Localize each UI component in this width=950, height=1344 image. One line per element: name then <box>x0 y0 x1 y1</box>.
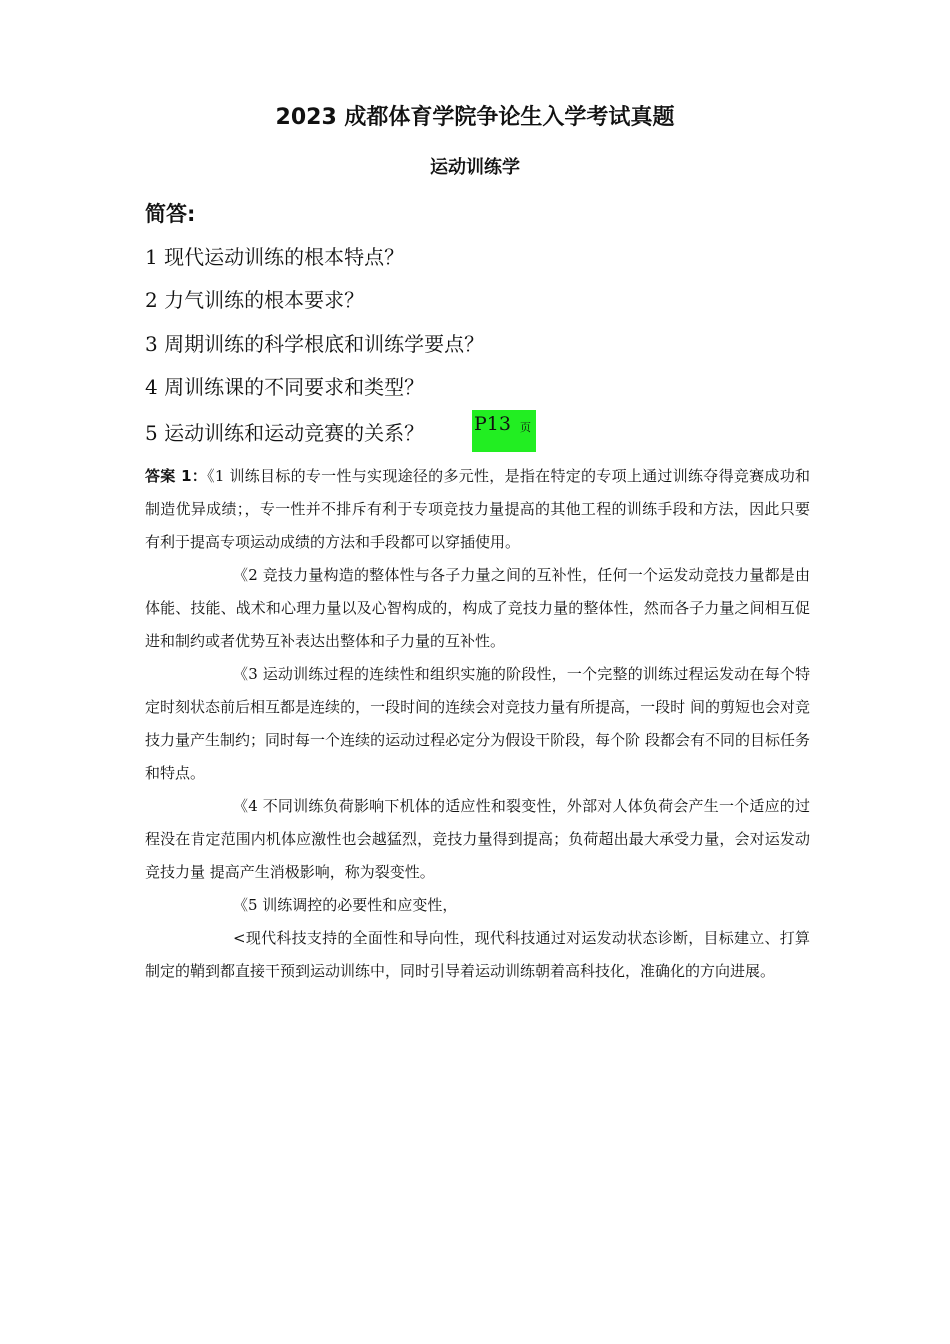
page-subtitle: 运动训练学 <box>430 157 520 178</box>
answer-paragraph-6: <现代科技支持的全面性和导向性，现代科技通过对运发动状态诊断，目标建立、打算制定的鞘到都直接干预到运动训练中，同时引导着运动训练朝着高科技化，准确化的方向进展。 <box>145 929 810 980</box>
question-3: 3 周期训练的科学根底和训练学要点？ <box>145 332 485 356</box>
page-reference-unit: 页 <box>520 421 531 434</box>
answer-paragraph-4: 《4 不同训练负荷影响下机体的适应性和裂变性，外部对人体负荷会产生一个适应的过程没在肯定范围内机体应激性也会越猛烈，竞技力量得到提高；负荷超出最大承受力量，会对运发动竞技力量 提高产生消极影响，称为裂变性。 <box>145 797 810 881</box>
answer-paragraph-2: 《2 竞技力量构造的整体性与各子力量之间的互补性，任何一个运发动竞技力量都是由体能、技能、战术和心理力量以及心智构成的，构成了竞技力量的整体性，然而各子力量之间相互促进和制约或者优势互补表达出整体和子力量的互补性。 <box>145 566 810 650</box>
answer-section <box>145 460 810 988</box>
question-5: 5 运动训练和运动竞赛的关系？ <box>145 421 425 445</box>
question-1: 1 现代运动训练的根本特点？ <box>145 245 405 269</box>
answer-paragraph-5: 《5 训练调控的必要性和应变性， <box>233 896 458 914</box>
question-4: 4 周训练课的不同要求和类型？ <box>145 375 425 399</box>
answer-paragraph-1: 《1 训练目标的专一性与实现途径的多元性，是指在特定的专项上通过训练夺得竞赛成功和制造优异成绩；，专一性并不排斥有利于专项竞技力量提高的其他工程的训练手段和方法，因此只要有利于提高专项运动成绩的方法和手段都可以穿插使用。 <box>145 467 810 551</box>
answer-paragraph <box>145 460 810 559</box>
section-heading: 简答: <box>145 202 196 226</box>
answer-lead: 答案 1： <box>145 467 208 485</box>
answer-paragraph-3: 《3 运动训练过程的连续性和组织实施的阶段性，一个完整的训练过程运发动在每个特定时刻状态前后相互都是连续的，一段时间的连续会对竞技力量有所提高，一段时 间的剪短也会对竞技力量产生制约；同时每一个连续的运动过程必定分为假设干阶段，每个阶 段都会有不同的目标任务和特点。 <box>145 665 810 782</box>
page-reference-highlight <box>472 410 536 452</box>
page-reference-label: P13 <box>474 413 511 435</box>
page-title: 2023 成都体育学院争论生入学考试真题 <box>275 105 675 130</box>
question-2: 2 力气训练的根本要求？ <box>145 288 365 312</box>
